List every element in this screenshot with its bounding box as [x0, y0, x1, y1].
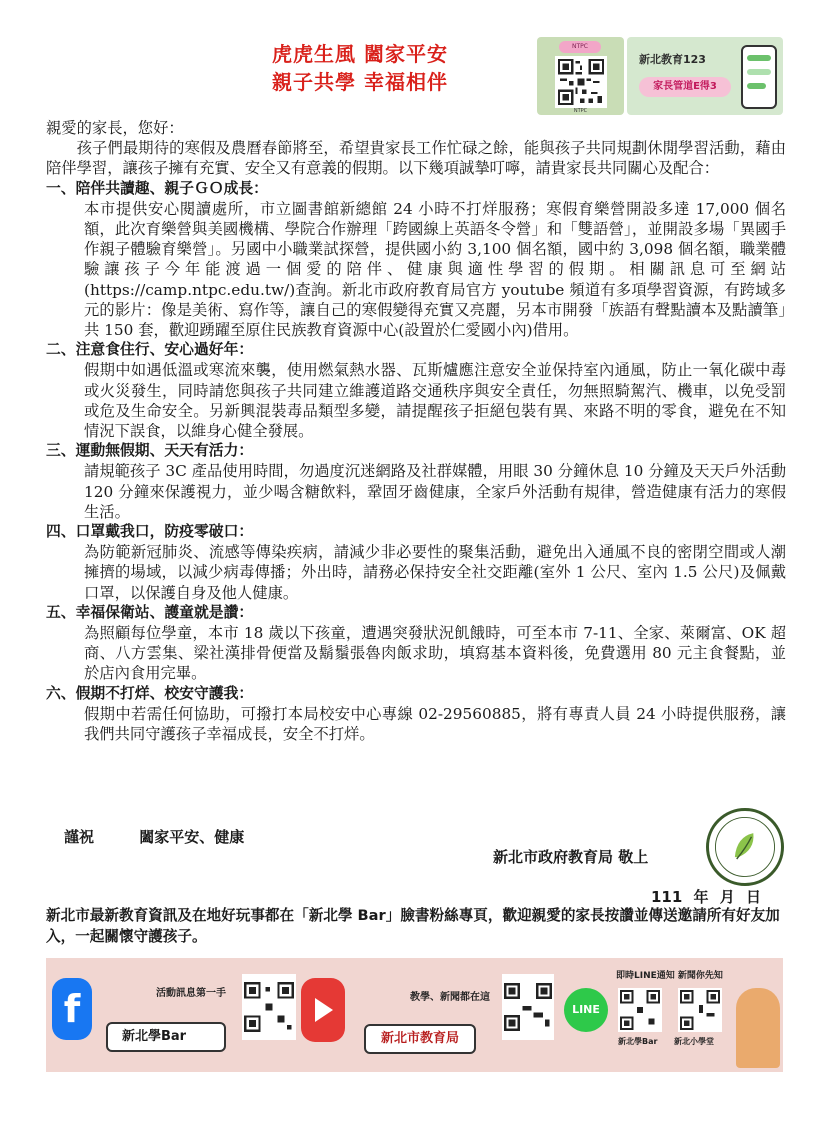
greeting: 親愛的家長，您好： [46, 119, 184, 137]
section-heading: 三、運動無假期、天天有活力： [46, 442, 254, 460]
title-line-1: 虎虎生風 闔家平安 [272, 42, 448, 66]
facebook-invite-note: 新北市最新教育資訊及在地好玩事都在「新北學 Bar」臉書粉絲專頁，歡迎親愛的家長按讚並傳送邀請所有好友加入，一起關懷守護孩子。 [46, 907, 780, 945]
qr-code-icon [555, 56, 607, 108]
section-heading: 四、口罩戴我口，防疫零破口： [46, 523, 254, 541]
line-qr-code-icon-2[interactable] [678, 988, 722, 1032]
title-line-2: 親子共學 幸福相伴 [272, 70, 448, 94]
qr-tag: NTPC [559, 41, 601, 53]
facebook-icon[interactable]: f [52, 978, 92, 1040]
section-body: 本市提供安心閱讀處所，市立圖書館新總館 24 小時不打烊服務；寒假育樂營開設多達 17,000 個名額，此次育樂營與美國機構、學院合作辦理「跨國線上英語冬令營」和「雙語營」，並開設多場「異國手作親子體驗育樂營」。另國中小職業試探營，提供國小約 3,100 個名額，國中約 3,098 個名額，職業體驗讓孩子今年能渡過一個愛的陪伴、健康與適性學習的假期。相關訊息可至網站(https://camp.ntpc.edu.tw/)查詢。新北市政府教育局官方 youtube 頻道有多項學習資源，有跨域多元的影片：像是美術、寫作等，讓自己的寒假變得充實又亮麗，另本市開發「族語有聲點讀本及點讀筆」共 150 套，歡迎踴躍至原住民族教育資源中心(設置於仁愛國小內)借用。 [84, 199, 786, 340]
section-heading: 一、陪伴共讀趣、親子ＧＯ成長： [46, 179, 268, 197]
section-heading: 二、注意食住行、安心過好年： [46, 341, 254, 359]
facebook-caption: 活動訊息第一手 [156, 988, 226, 999]
closing [64, 826, 244, 847]
intro-paragraph: 孩子們最期待的寒假及農曆春節將至，希望貴家長工作忙碌之餘，能與孩子共同規劃休閒學習活動，藉由陪伴學習，讓孩子擁有充實、安全又有意義的假期。以下幾項誠摯叮嚀，請貴家長共同關心及配合： [46, 139, 786, 178]
page-title [272, 40, 512, 96]
section-body: 為防範新冠肺炎、流感等傳染疾病，請減少非必要性的聚集活動，避免出入通風不良的密閉空間或人潮擁擠的場域，以減少病毒傳播；外出時，請務必保持安全社交距離(室外 1 公尺、室內 1.5 公尺)及佩戴口罩，以保護自身及他人健康。 [84, 543, 786, 602]
closing-wish: 闔家平安、健康 [139, 828, 245, 846]
facebook-qr-code-icon[interactable] [242, 974, 296, 1040]
youtube-channel-link[interactable]: 新北市教育局 [364, 1024, 476, 1054]
social-media-banner [46, 958, 783, 1072]
section-body: 為照顧每位學童，本市 18 歲以下孩童，遭遇突發狀況飢餓時，可至本市 7-11、全家、萊爾富、OK 超商、八方雲集、梁社漢排骨便當及鬍鬚張魯肉飯求助，填寫基本資料後，免費選用 80 元主食餐點，並於店內食用完畢。 [84, 624, 786, 683]
education-bureau-seal-icon [706, 808, 784, 886]
signature: 新北市政府教育局 敬上 [493, 848, 649, 866]
youtube-qr-code-icon[interactable] [502, 974, 554, 1040]
top-qr-code[interactable] [537, 37, 624, 115]
section-heading: 五、幸福保衛站、護童就是讚： [46, 603, 254, 621]
line-qr-label-1: 新北學Bar [618, 1037, 658, 1046]
phone-icon [741, 45, 777, 109]
line-qr-code-icon-1[interactable] [618, 988, 662, 1032]
family-illustration-icon [736, 988, 780, 1068]
date: 111 年 月 日 [651, 888, 761, 906]
youtube-icon[interactable] [301, 978, 345, 1042]
section-body: 假期中如遇低溫或寒流來襲，使用燃氣熱水器、瓦斯爐應注意安全並保持室內通風，防止一氧化碳中毒或火災發生，同時請您與孩子共同建立維護道路交通秩序與安全責任，勿無照騎駕汽、機車，以免受罰或危及生命安全。另新興混裝毒品類型多變，請提醒孩子拒絕包裝有異、來路不明的零食，避免在不知情況下誤食，以維身心健全發展。 [84, 361, 786, 441]
line-caption: 即時LINE通知 新聞你先知 [616, 971, 723, 981]
line-qr-label-2: 新北小學堂 [674, 1037, 714, 1046]
banner-title: 新北教育123 [639, 53, 706, 66]
closing-word: 謹祝 [64, 828, 95, 846]
line-icon[interactable]: LINE [564, 988, 608, 1032]
section-body: 假期中若需任何協助，可撥打本局校安中心專線 02-29560885，將有專責人員 24 小時提供服務，讓我們共同守護孩子幸福成長，安全不打烊。 [84, 704, 786, 744]
section-body: 請規範孩子 3C 產品使用時間，勿過度沉迷網路及社群媒體，用眼 30 分鐘休息 10 分鐘及天天戶外活動 120 分鐘來保護視力，並少喝含糖飲料，鞏固牙齒健康，全家戶外活動有規律，營造健康有活力的寒假生活。 [84, 462, 786, 521]
section-heading: 六、假期不打烊、校安守護我： [46, 684, 254, 702]
parent-channel-banner[interactable] [627, 37, 783, 115]
letter-body [46, 118, 786, 744]
youtube-caption: 教學、新聞都在這 [410, 992, 490, 1003]
facebook-page-link[interactable]: 新北學Bar [106, 1022, 226, 1052]
qr-caption: NTPC [573, 108, 588, 114]
banner-subtitle: 家長管道E得3 [639, 77, 731, 97]
